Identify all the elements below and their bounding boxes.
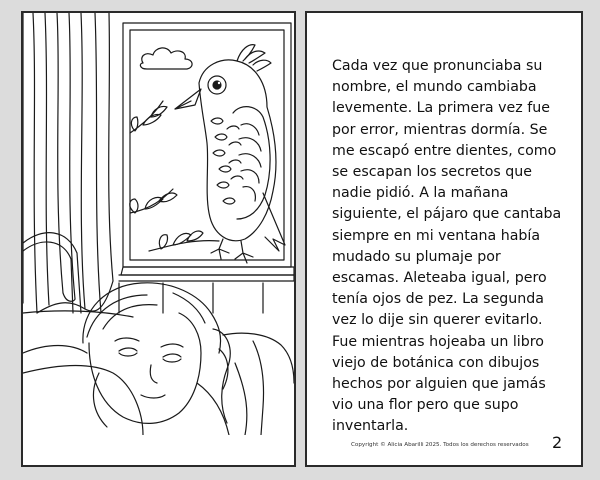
sleeping-girl-icon [83,283,294,435]
story-paragraph: Cada vez que pronunciaba su nombre, el mundo cambiaba levemente. La primera vez fue por error, mientras dormía. Se me escapó entre dientes, como se escapan los secretos que nadie pidió. A la mañana siguiente, el pájaro que cantaba siempre en mi ventana había mudado su plumaje por escamas. Aleteaba igual, pero tenía ojos de pez. La segunda vez lo dije sin querer evitarlo. Fue mientras hojeaba un libro viejo de botánica con dibujos hechos por alguien que jamás vio una flor pero que supo inventarla. [332,58,562,435]
coloring-illustration [23,13,294,435]
bird-icon [175,45,285,263]
text-page [305,11,583,467]
branch-icon [130,101,219,251]
page-number: 2 [552,433,563,452]
cloud-icon [140,48,192,69]
copyright-notice: Copyright © Alicia Abarilli 2025. Todos los derechos reservados [351,442,529,448]
illustration-page [21,11,296,467]
wall-panel [119,283,263,313]
curtain-icon [23,13,113,313]
window-icon [119,23,294,281]
